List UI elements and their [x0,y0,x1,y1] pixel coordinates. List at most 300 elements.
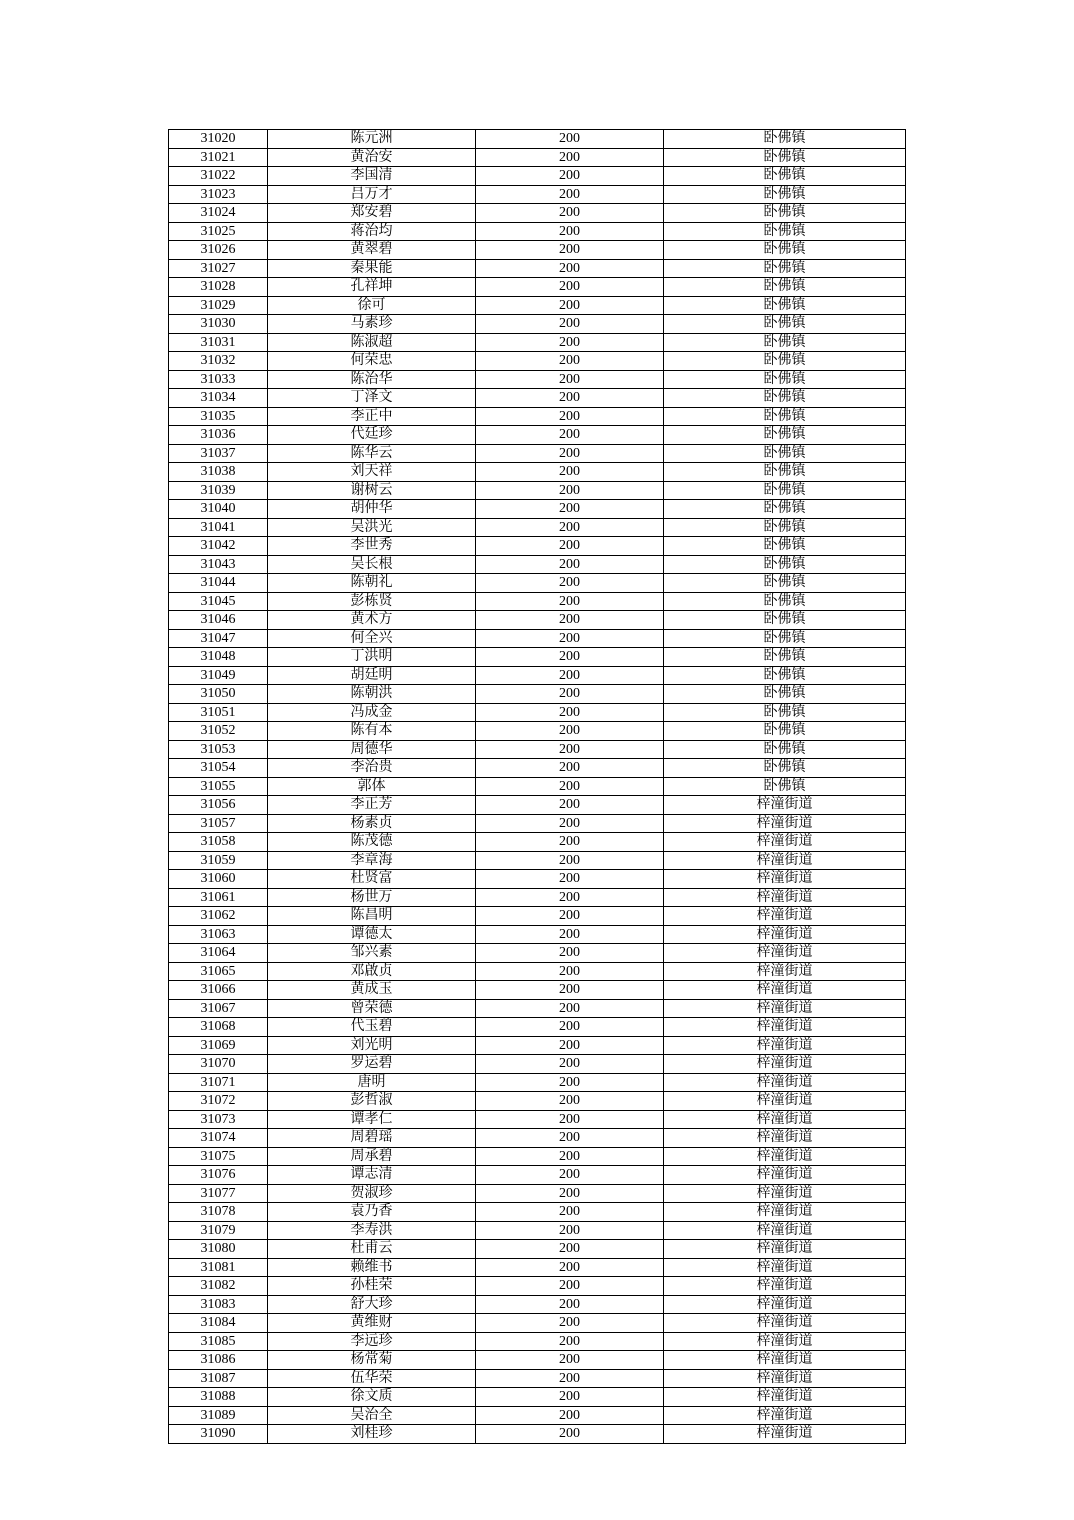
cell-area: 梓潼街道 [664,1166,906,1185]
cell-area: 梓潼街道 [664,1406,906,1425]
cell-area: 卧佛镇 [664,629,906,648]
cell-area: 梓潼街道 [664,1277,906,1296]
cell-area: 梓潼街道 [664,1388,906,1407]
cell-name: 谭志清 [268,1166,476,1185]
cell-area: 卧佛镇 [664,555,906,574]
cell-amount: 200 [476,1277,664,1296]
cell-name: 陈朝洪 [268,685,476,704]
data-table [168,129,906,1444]
table-row [169,352,906,371]
cell-name: 郭体 [268,777,476,796]
table-row [169,962,906,981]
cell-area: 卧佛镇 [664,370,906,389]
cell-id: 31033 [169,370,268,389]
cell-area: 梓潼街道 [664,1184,906,1203]
table-row [169,1073,906,1092]
cell-amount: 200 [476,722,664,741]
cell-id: 31036 [169,426,268,445]
table-row [169,1258,906,1277]
cell-name: 何荣忠 [268,352,476,371]
cell-name: 黄成玉 [268,981,476,1000]
cell-id: 31022 [169,167,268,186]
cell-name: 孙桂荣 [268,1277,476,1296]
table-row [169,814,906,833]
cell-area: 梓潼街道 [664,1240,906,1259]
cell-name: 赖维书 [268,1258,476,1277]
cell-area: 卧佛镇 [664,315,906,334]
cell-amount: 200 [476,685,664,704]
cell-id: 31069 [169,1036,268,1055]
cell-amount: 200 [476,944,664,963]
cell-id: 31089 [169,1406,268,1425]
cell-name: 李治贵 [268,759,476,778]
table-row [169,1184,906,1203]
cell-amount: 200 [476,481,664,500]
cell-id: 31055 [169,777,268,796]
cell-amount: 200 [476,1147,664,1166]
table-row [169,1425,906,1444]
table-row [169,1369,906,1388]
table-row [169,1221,906,1240]
table-row [169,407,906,426]
cell-id: 31023 [169,185,268,204]
cell-name: 谭德太 [268,925,476,944]
cell-id: 31067 [169,999,268,1018]
cell-amount: 200 [476,500,664,519]
cell-id: 31040 [169,500,268,519]
cell-name: 陈茂德 [268,833,476,852]
table-row [169,944,906,963]
cell-id: 31086 [169,1351,268,1370]
cell-id: 31042 [169,537,268,556]
table-row [169,1036,906,1055]
cell-area: 梓潼街道 [664,1036,906,1055]
cell-id: 31024 [169,204,268,223]
cell-name: 刘天祥 [268,463,476,482]
cell-amount: 200 [476,759,664,778]
cell-amount: 200 [476,537,664,556]
cell-amount: 200 [476,592,664,611]
cell-area: 梓潼街道 [664,999,906,1018]
table-row [169,1018,906,1037]
cell-name: 邹兴素 [268,944,476,963]
cell-area: 卧佛镇 [664,130,906,149]
cell-amount: 200 [476,185,664,204]
cell-id: 31045 [169,592,268,611]
cell-id: 31021 [169,148,268,167]
cell-name: 吴治全 [268,1406,476,1425]
table-row [169,851,906,870]
cell-amount: 200 [476,518,664,537]
cell-id: 31077 [169,1184,268,1203]
cell-area: 梓潼街道 [664,851,906,870]
table-row [169,1147,906,1166]
cell-amount: 200 [476,167,664,186]
cell-name: 黄翠碧 [268,241,476,260]
cell-amount: 200 [476,389,664,408]
cell-name: 李世秀 [268,537,476,556]
cell-id: 31057 [169,814,268,833]
cell-area: 梓潼街道 [664,1351,906,1370]
cell-name: 李正芳 [268,796,476,815]
table-row [169,370,906,389]
cell-name: 贺淑珍 [268,1184,476,1203]
cell-name: 黄维财 [268,1314,476,1333]
cell-name: 陈淑超 [268,333,476,352]
cell-amount: 200 [476,1221,664,1240]
cell-name: 陈朝礼 [268,574,476,593]
cell-area: 梓潼街道 [664,1147,906,1166]
cell-name: 彭栋贤 [268,592,476,611]
cell-area: 梓潼街道 [664,814,906,833]
cell-amount: 200 [476,999,664,1018]
cell-amount: 200 [476,814,664,833]
cell-id: 31080 [169,1240,268,1259]
table-row [169,999,906,1018]
table-row [169,666,906,685]
cell-name: 周德华 [268,740,476,759]
table-row [169,167,906,186]
cell-amount: 200 [476,1073,664,1092]
cell-area: 梓潼街道 [664,1258,906,1277]
table-row [169,1203,906,1222]
cell-name: 冯成金 [268,703,476,722]
cell-name: 黄术方 [268,611,476,630]
cell-id: 31074 [169,1129,268,1148]
table-row [169,148,906,167]
table-row [169,185,906,204]
cell-amount: 200 [476,296,664,315]
cell-area: 卧佛镇 [664,740,906,759]
table-row [169,685,906,704]
cell-name: 吕万才 [268,185,476,204]
cell-name: 代玉碧 [268,1018,476,1037]
cell-area: 梓潼街道 [664,1110,906,1129]
table-row [169,833,906,852]
cell-name: 秦果能 [268,259,476,278]
cell-id: 31076 [169,1166,268,1185]
cell-id: 31060 [169,870,268,889]
cell-id: 31050 [169,685,268,704]
table-row [169,463,906,482]
cell-name: 曾荣德 [268,999,476,1018]
cell-area: 卧佛镇 [664,703,906,722]
cell-name: 周承碧 [268,1147,476,1166]
cell-area: 卧佛镇 [664,463,906,482]
cell-name: 李正中 [268,407,476,426]
cell-area: 卧佛镇 [664,500,906,519]
cell-name: 何全兴 [268,629,476,648]
cell-name: 彭哲淑 [268,1092,476,1111]
cell-amount: 200 [476,1295,664,1314]
table-row [169,925,906,944]
cell-id: 31020 [169,130,268,149]
cell-name: 舒大珍 [268,1295,476,1314]
cell-amount: 200 [476,444,664,463]
cell-amount: 200 [476,1351,664,1370]
cell-area: 卧佛镇 [664,296,906,315]
cell-amount: 200 [476,1332,664,1351]
cell-id: 31061 [169,888,268,907]
cell-name: 胡廷明 [268,666,476,685]
cell-id: 31037 [169,444,268,463]
cell-amount: 200 [476,222,664,241]
cell-name: 吴洪光 [268,518,476,537]
cell-name: 谭孝仁 [268,1110,476,1129]
cell-id: 31083 [169,1295,268,1314]
cell-id: 31071 [169,1073,268,1092]
cell-area: 梓潼街道 [664,1314,906,1333]
table-row [169,130,906,149]
cell-area: 卧佛镇 [664,148,906,167]
cell-id: 31079 [169,1221,268,1240]
cell-area: 卧佛镇 [664,592,906,611]
cell-id: 31027 [169,259,268,278]
cell-name: 陈治华 [268,370,476,389]
cell-area: 卧佛镇 [664,167,906,186]
table-row [169,759,906,778]
cell-name: 丁泽文 [268,389,476,408]
cell-name: 刘光明 [268,1036,476,1055]
cell-name: 黄治安 [268,148,476,167]
cell-id: 31049 [169,666,268,685]
cell-area: 卧佛镇 [664,685,906,704]
table-row [169,629,906,648]
table-row [169,796,906,815]
cell-amount: 200 [476,870,664,889]
cell-area: 卧佛镇 [664,389,906,408]
cell-area: 梓潼街道 [664,1129,906,1148]
cell-id: 31030 [169,315,268,334]
cell-amount: 200 [476,1203,664,1222]
cell-id: 31090 [169,1425,268,1444]
cell-amount: 200 [476,370,664,389]
cell-area: 梓潼街道 [664,796,906,815]
cell-name: 杨素贞 [268,814,476,833]
cell-amount: 200 [476,629,664,648]
cell-name: 代廷珍 [268,426,476,445]
cell-name: 杜甫云 [268,1240,476,1259]
cell-amount: 200 [476,925,664,944]
cell-amount: 200 [476,703,664,722]
cell-amount: 200 [476,278,664,297]
table-row [169,204,906,223]
cell-name: 袁乃香 [268,1203,476,1222]
cell-id: 31059 [169,851,268,870]
cell-amount: 200 [476,1240,664,1259]
cell-id: 31043 [169,555,268,574]
cell-area: 卧佛镇 [664,611,906,630]
cell-id: 31088 [169,1388,268,1407]
cell-amount: 200 [476,1055,664,1074]
cell-area: 梓潼街道 [664,907,906,926]
cell-amount: 200 [476,907,664,926]
cell-area: 卧佛镇 [664,352,906,371]
table-row [169,870,906,889]
cell-area: 梓潼街道 [664,962,906,981]
cell-name: 谢树云 [268,481,476,500]
cell-name: 杜贤富 [268,870,476,889]
cell-area: 卧佛镇 [664,185,906,204]
cell-area: 卧佛镇 [664,777,906,796]
cell-id: 31028 [169,278,268,297]
table-row [169,907,906,926]
cell-name: 伍华荣 [268,1369,476,1388]
table-row [169,981,906,1000]
cell-area: 梓潼街道 [664,1221,906,1240]
cell-name: 刘桂珍 [268,1425,476,1444]
cell-area: 卧佛镇 [664,259,906,278]
cell-amount: 200 [476,555,664,574]
cell-name: 胡仲华 [268,500,476,519]
table-row [169,592,906,611]
cell-amount: 200 [476,463,664,482]
cell-id: 31068 [169,1018,268,1037]
cell-area: 卧佛镇 [664,444,906,463]
cell-id: 31064 [169,944,268,963]
table-row [169,426,906,445]
cell-area: 卧佛镇 [664,574,906,593]
cell-name: 杨常菊 [268,1351,476,1370]
cell-area: 卧佛镇 [664,407,906,426]
table-row [169,648,906,667]
table-row [169,1351,906,1370]
cell-area: 梓潼街道 [664,1295,906,1314]
cell-name: 李寿洪 [268,1221,476,1240]
table-row [169,722,906,741]
cell-area: 卧佛镇 [664,518,906,537]
cell-area: 梓潼街道 [664,981,906,1000]
cell-name: 郑安碧 [268,204,476,223]
table-row [169,611,906,630]
cell-amount: 200 [476,130,664,149]
table-body [169,130,906,1444]
cell-id: 31041 [169,518,268,537]
cell-name: 陈昌明 [268,907,476,926]
cell-area: 梓潼街道 [664,1369,906,1388]
cell-area: 卧佛镇 [664,759,906,778]
cell-id: 31034 [169,389,268,408]
cell-area: 卧佛镇 [664,648,906,667]
cell-area: 卧佛镇 [664,481,906,500]
table-row [169,1110,906,1129]
table-row [169,740,906,759]
cell-area: 卧佛镇 [664,333,906,352]
cell-name: 孔祥坤 [268,278,476,297]
cell-id: 31032 [169,352,268,371]
cell-id: 31062 [169,907,268,926]
cell-amount: 200 [476,1184,664,1203]
cell-id: 31082 [169,1277,268,1296]
cell-area: 梓潼街道 [664,925,906,944]
cell-name: 罗运碧 [268,1055,476,1074]
cell-amount: 200 [476,1258,664,1277]
table-row [169,537,906,556]
cell-name: 蒋治均 [268,222,476,241]
cell-amount: 200 [476,407,664,426]
table-row [169,296,906,315]
cell-area: 梓潼街道 [664,1092,906,1111]
cell-area: 梓潼街道 [664,870,906,889]
table-row [169,278,906,297]
cell-amount: 200 [476,315,664,334]
table-row [169,1314,906,1333]
cell-amount: 200 [476,888,664,907]
cell-amount: 200 [476,611,664,630]
table-row [169,555,906,574]
cell-id: 31081 [169,1258,268,1277]
cell-id: 31075 [169,1147,268,1166]
cell-area: 梓潼街道 [664,1018,906,1037]
cell-id: 31048 [169,648,268,667]
table-row [169,1388,906,1407]
cell-id: 31025 [169,222,268,241]
table-row [169,888,906,907]
cell-id: 31044 [169,574,268,593]
cell-amount: 200 [476,740,664,759]
cell-id: 31085 [169,1332,268,1351]
cell-id: 31065 [169,962,268,981]
cell-amount: 200 [476,1406,664,1425]
cell-id: 31038 [169,463,268,482]
cell-amount: 200 [476,666,664,685]
table-row [169,333,906,352]
table-row [169,481,906,500]
cell-area: 卧佛镇 [664,241,906,260]
cell-name: 丁洪明 [268,648,476,667]
cell-name: 唐明 [268,1073,476,1092]
cell-amount: 200 [476,1314,664,1333]
cell-area: 卧佛镇 [664,278,906,297]
table-row [169,1166,906,1185]
cell-name: 周碧瑶 [268,1129,476,1148]
cell-name: 陈华云 [268,444,476,463]
cell-amount: 200 [476,648,664,667]
table-row [169,574,906,593]
cell-id: 31078 [169,1203,268,1222]
cell-name: 吴长根 [268,555,476,574]
cell-amount: 200 [476,1018,664,1037]
cell-id: 31031 [169,333,268,352]
cell-id: 31084 [169,1314,268,1333]
cell-name: 李远珍 [268,1332,476,1351]
cell-id: 31047 [169,629,268,648]
table-row [169,444,906,463]
cell-amount: 200 [476,1092,664,1111]
cell-amount: 200 [476,962,664,981]
table-row [169,222,906,241]
table-row [169,1129,906,1148]
cell-id: 31054 [169,759,268,778]
cell-id: 31046 [169,611,268,630]
cell-area: 梓潼街道 [664,1203,906,1222]
cell-amount: 200 [476,1129,664,1148]
cell-area: 梓潼街道 [664,944,906,963]
cell-id: 31051 [169,703,268,722]
table-row [169,315,906,334]
table-row [169,389,906,408]
cell-id: 31072 [169,1092,268,1111]
cell-area: 卧佛镇 [664,222,906,241]
cell-amount: 200 [476,1388,664,1407]
cell-amount: 200 [476,574,664,593]
cell-amount: 200 [476,1369,664,1388]
cell-area: 梓潼街道 [664,1425,906,1444]
cell-area: 卧佛镇 [664,537,906,556]
cell-amount: 200 [476,981,664,1000]
table-row [169,777,906,796]
cell-area: 梓潼街道 [664,888,906,907]
